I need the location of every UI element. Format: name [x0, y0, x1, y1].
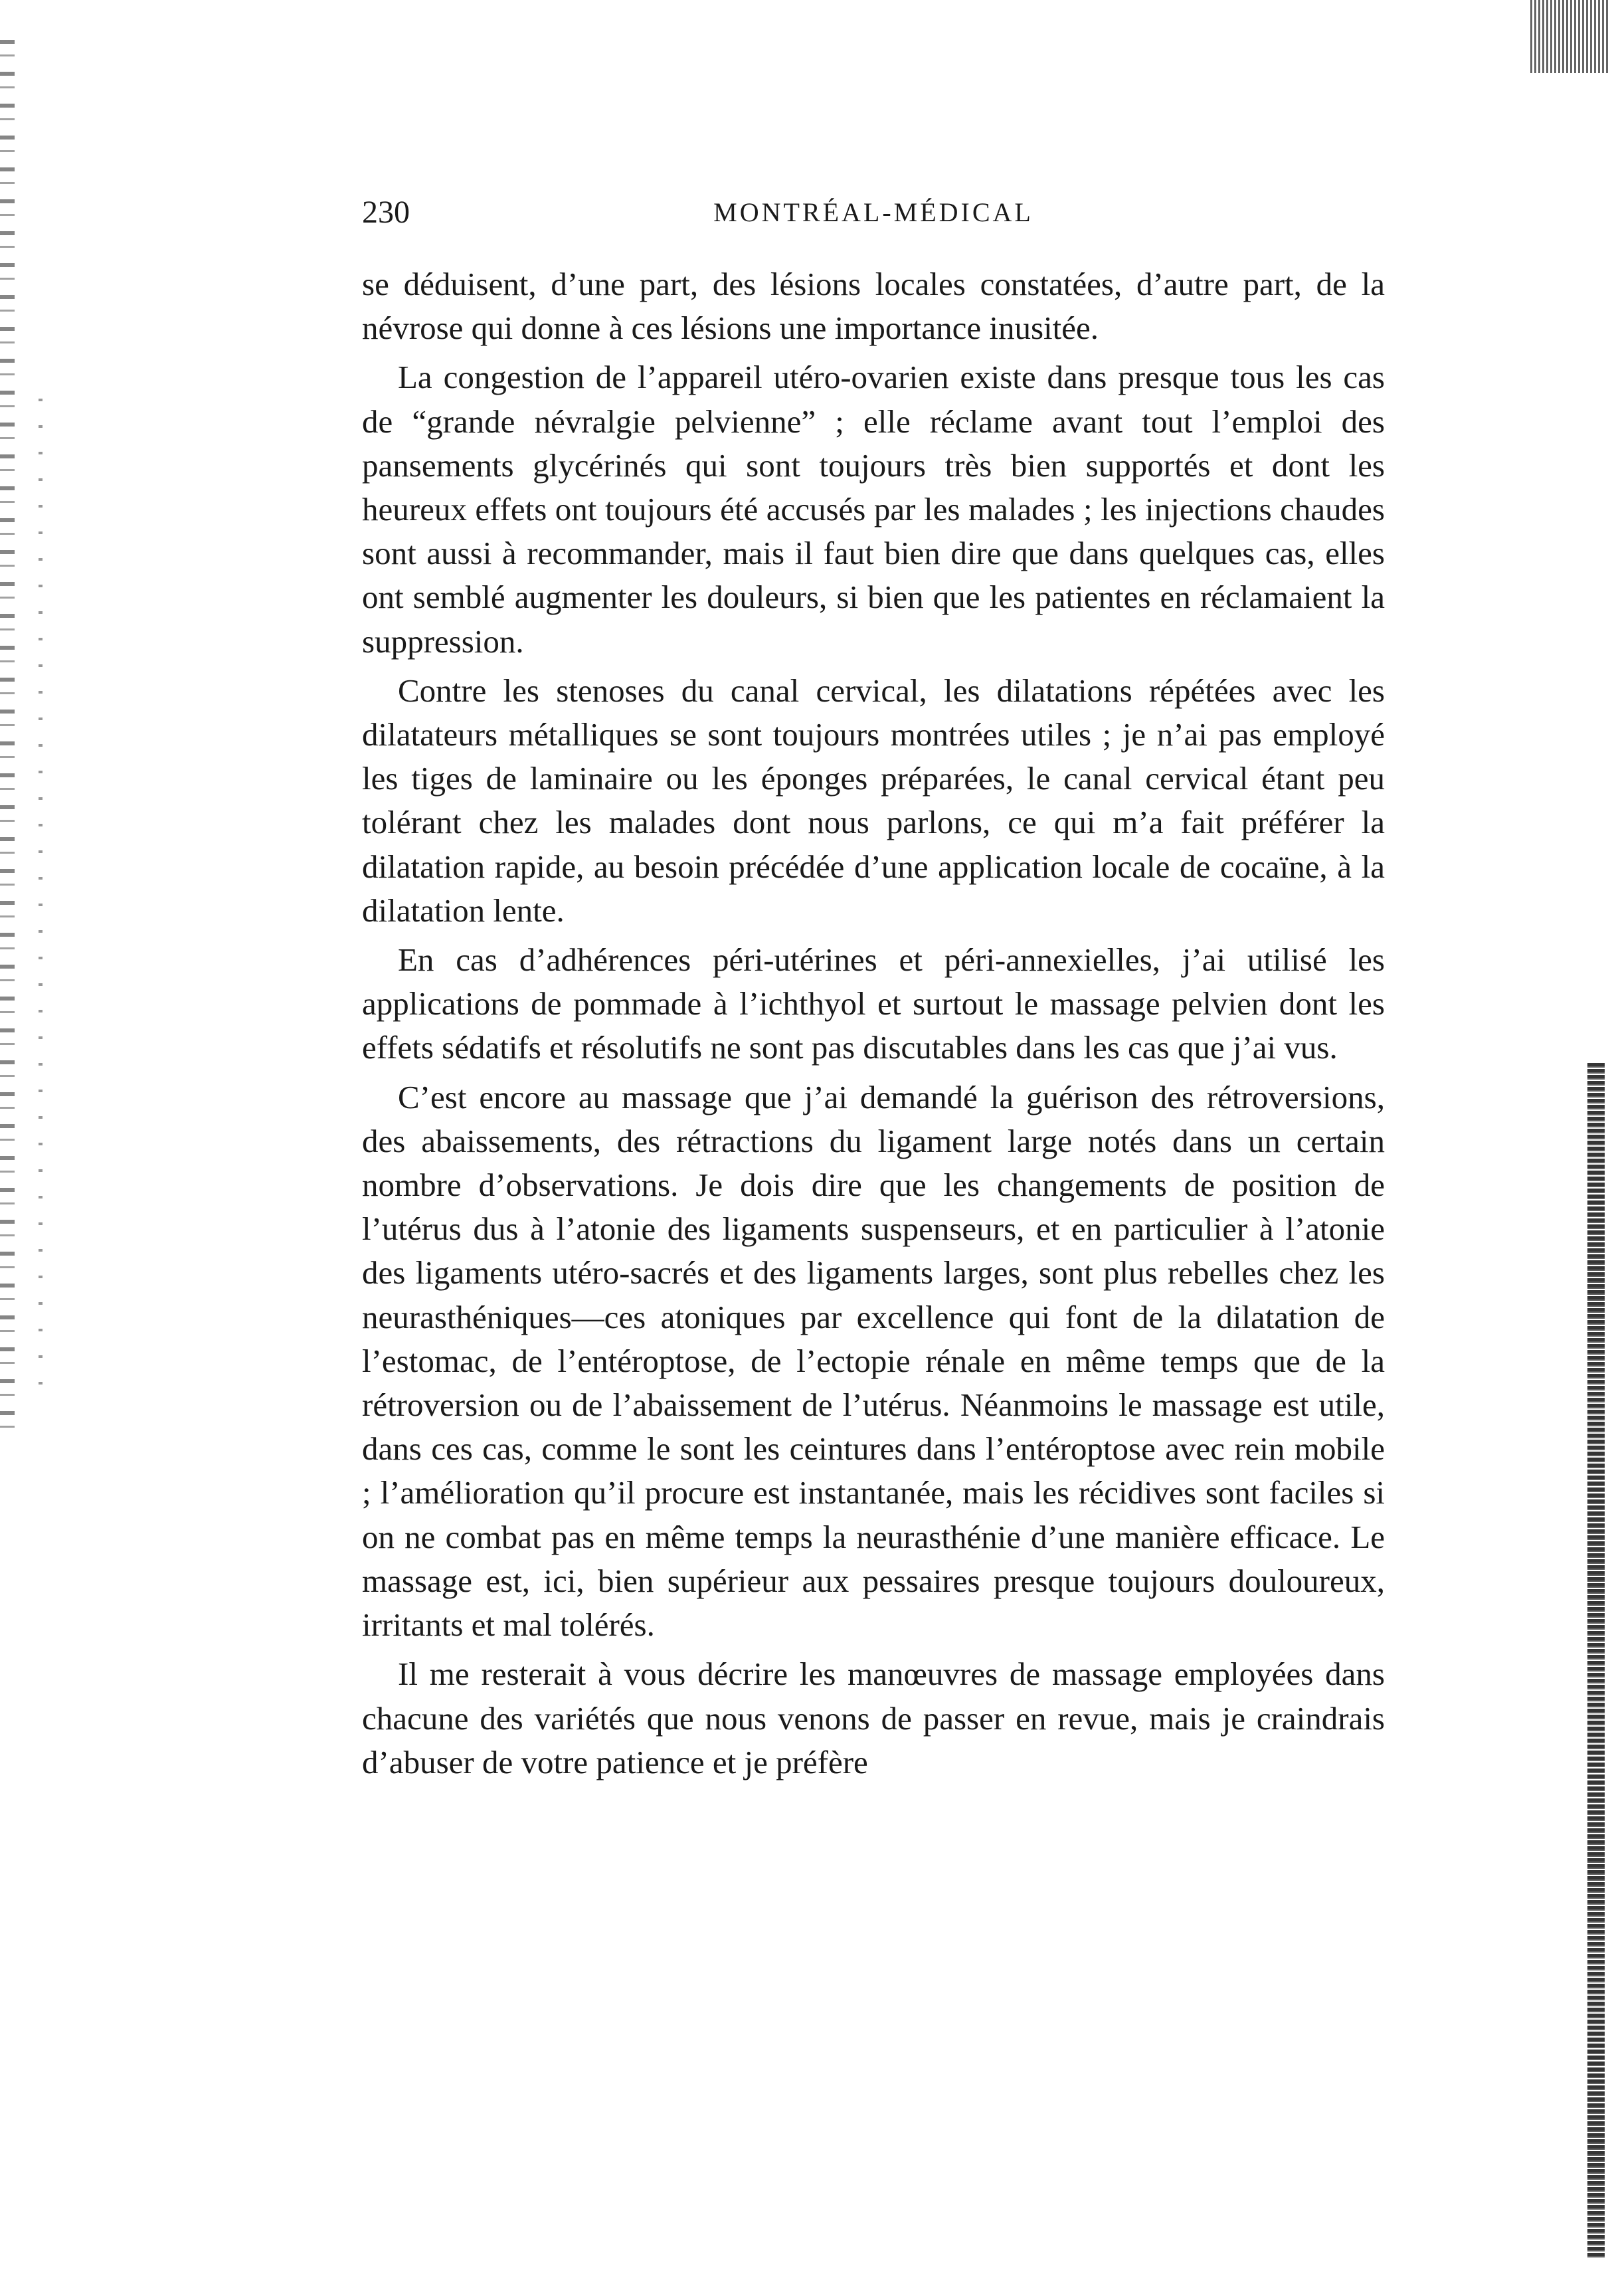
paragraph-2: La congestion de l’appareil utéro-ovarien existe dans presque tous les cas de “grande névralgie pelvienne” ; elle réclame avant tout l’emploi des pansements glycérinés qui sont toujours très bien supportés et dont les heureux effets ont toujours été accusés par les malades ; les injections chaudes sont aussi à recommander, mais il faut bien dire que dans quelques cas, elles ont semblé augmenter les douleurs, si bien que les patientes en réclamaient la suppression. [362, 359, 1385, 660]
scan-edge-right [1587, 1063, 1605, 2259]
page-header [362, 193, 1385, 233]
scan-edge-left [0, 40, 15, 1435]
scan-corner-mark [1530, 0, 1610, 73]
body-text [362, 262, 1385, 1790]
scan-edge-left-inner [39, 399, 43, 1395]
paragraph-1: se déduisent, d’une part, des lésions locales constatées, d’autre part, de la névrose qui donne à ces lésions une importance inusitée. [362, 266, 1385, 347]
paragraph-6: Il me resterait à vous décrire les manœuvres de massage employées dans chacune des variétés que nous venons de passer en revue, mais je craindrais d’abuser de votre patience et je préfère [362, 1656, 1385, 1780]
paragraph-4: En cas d’adhérences péri-utérines et péri-annexielles, j’ai utilisé les applications de pommade à l’ichthyol et surtout le massage pelvien dont les effets sédatifs et résolutifs ne sont pas discutables dans les cas que j’ai vus. [362, 941, 1385, 1066]
paragraph-3: Contre les stenoses du canal cervical, les dilatations répétées avec les dilatateurs métalliques se sont toujours montrées utiles ; je n’ai pas employé les tiges de laminaire ou les éponges préparées, le canal cervical étant peu tolérant chez les malades dont nous parlons, ce qui m’a fait préférer la dilatation rapide, au besoin précédée d’une application locale de cocaïne, à la dilatation lente. [362, 672, 1385, 929]
page-number: 230 [362, 195, 410, 230]
running-title: MONTRÉAL-MÉDICAL [713, 197, 1033, 227]
paragraph-5: C’est encore au massage que j’ai demandé la guérison des rétroversions, des abaissements, des rétractions du ligament large notés dans un certain nombre d’observations. Je dois dire que les changements de position de l’utérus dus à l’atonie des ligaments suspenseurs, et en particulier à l’atonie des ligaments utéro-sacrés et des ligaments larges, sont plus rebelles chez les neurasthéniques—ces atoniques par excellence qui font de la dilatation de l’estomac, de l’entéroptose, de l’ectopie rénale en même temps que de la rétroversion ou de l’abaissement de l’utérus. Néanmoins le massage est utile, dans ces cas, comme le sont les ceintures dans l’entéroptose avec rein mobile ; l’amélioration qu’il procure est instantanée, mais les récidives sont faciles si on ne combat pas en même temps la neurasthénie d’une manière efficace. Le massage est, ici, bien supérieur aux pessaires presque toujours douloureux, irritants et mal tolérés. [362, 1078, 1385, 1644]
